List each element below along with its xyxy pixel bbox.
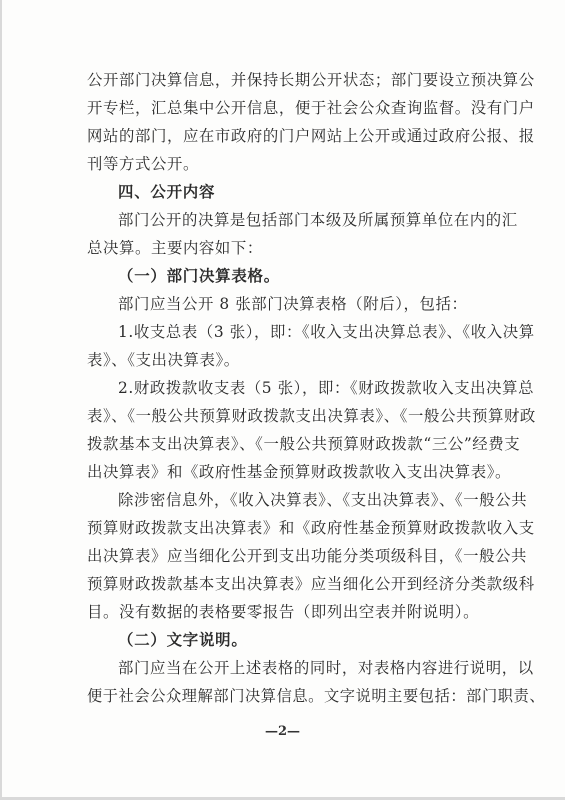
body-line: 开专栏，汇总集中公开信息，便于社会公众查询监督。没有门户 [87,99,535,117]
body-line: 2.财政拨款收支表（5 张），即：《财政拨款收入支出决算总 [118,379,535,397]
body-line: 便于社会公众理解部门决算信息。文字说明主要包括：部门职责、 [87,687,546,705]
body-line: 预算财政拨款支出决算表》和《政府性基金预算财政拨款收入支 [87,519,535,537]
body-line: 部门公开的决算是包括部门本级及所属预算单位在内的汇 [118,211,518,229]
body-line: 拨款基本支出决算表》、《一般公共预算财政拨款“三公”经费支 [87,435,521,453]
body-line: 部门应当在公开上述表格的同时，对表格内容进行说明，以 [118,659,534,677]
body-line: 刊等方式公开。 [87,155,199,173]
body-line: 部门应当公开 8 张部门决算表格（附后），包括： [118,295,468,313]
body-line: 目。没有数据的表格要零报告（即列出空表并附说明）。 [87,603,480,621]
subsection-heading: （一）部门决算表格。 [118,267,280,285]
body-line: 预算财政拨款基本支出决算表》应当细化公开到经济分类款级科 [87,575,535,593]
body-line: 网站的部门，应在市政府的门户网站上公开或通过政府公报、报 [87,127,535,145]
page-number: —2— [264,724,301,739]
body-line: 公开部门决算信息，并保持长期公开状态；部门要设立预决算公 [87,71,535,89]
body-line: 除涉密信息外，《收入决算表》、《支出决算表》、《一般公共 [118,491,528,509]
body-line: 表》、《支出决算表》。 [87,351,240,369]
scan-edge-left [0,0,2,800]
subsection-heading: （二）文字说明。 [118,631,248,649]
body-line: 出决算表》应当细化公开到支出功能分类项级科目，《一般公共 [87,547,528,565]
section-heading: 四、公开内容 [118,183,216,201]
body-line: 1.收支总表（3 张），即：《收入支出决算总表》、《收入决算 [118,323,535,341]
body-line: 表》、《一般公共预算财政拨款支出决算表》、《一般公共预算财政 [87,407,536,425]
body-line: 总决算。主要内容如下： [87,239,263,257]
body-line: 出决算表》和《政府性基金预算财政拨款收入支出决算表》。 [87,463,512,481]
